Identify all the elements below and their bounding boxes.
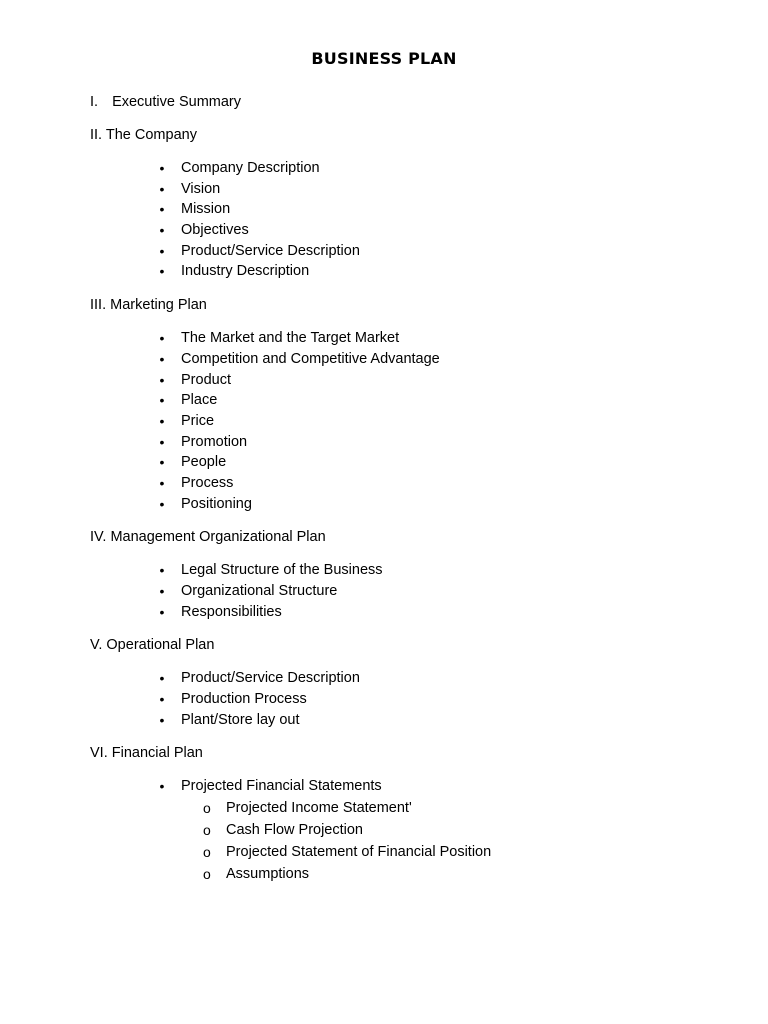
list-item-text: Mission [181,201,231,218]
list-item [90,560,730,581]
bullet-icon: • [159,711,165,728]
list-item-text: Competition and Competitive Advantage [181,350,440,367]
section-numeral: V. [90,637,103,654]
list-item [90,668,730,689]
list-item [90,689,730,710]
list-item-text: Legal Structure of the Business [181,562,383,579]
section-numeral: VI. [90,745,108,762]
bullet-icon: • [159,350,165,367]
bullet-icon: • [159,180,165,197]
bullet-icon: • [159,583,165,599]
bullet-list [90,158,730,282]
section-heading [90,92,730,112]
business-plan-outline [90,92,730,898]
sub-bullet-list [90,797,730,885]
section-numeral: IV. [90,529,107,546]
bullet-icon: • [159,778,165,795]
bullet-icon: • [159,670,165,687]
list-item-text: Objectives [181,222,249,239]
list-item-text: Promotion [181,433,248,450]
sub-list-item-text: Projected Income Statement' [226,800,412,817]
list-item [90,220,730,241]
section-heading-text: Marketing Plan [110,297,207,314]
list-item [90,370,730,391]
list-item-text: Projected Financial Statements [181,778,382,795]
list-item [90,473,730,494]
list-item-text: Place [181,392,218,409]
list-item-text: Organizational Structure [181,583,338,599]
bullet-icon: • [159,330,165,347]
bullet-icon: • [159,562,165,579]
sub-list-item [90,863,730,885]
hollow-bullet-icon: o [203,800,211,817]
section-heading-text: Operational Plan [106,637,215,654]
list-item-text: The Market and the Target Market [181,330,400,347]
list-item-text: Plant/Store lay out [181,711,300,728]
section-heading [90,295,730,315]
list-item [90,602,730,623]
list-item [90,261,730,282]
sub-list-item [90,841,730,863]
list-item [90,411,730,432]
list-item [90,432,730,453]
list-item-text: Industry Description [181,263,310,280]
section-numeral: III. [90,297,107,314]
sub-list-item-text: Assumptions [226,866,310,883]
list-item [90,158,730,179]
list-item-text: Price [181,412,215,429]
list-item-text: Positioning [181,495,252,512]
bullet-icon: • [159,201,165,218]
list-item-text: People [181,454,227,471]
sub-list-item [90,819,730,841]
list-item-text: Product [181,371,231,388]
list-item [90,776,730,797]
bullet-list [90,668,730,730]
list-item [90,328,730,349]
list-item [90,241,730,262]
hollow-bullet-icon: o [203,866,211,883]
bullet-icon: • [159,263,165,280]
list-item-text: Product/Service Description [181,670,360,687]
bullet-icon: • [159,222,165,239]
section-heading-text: Management Organizational Plan [110,529,326,546]
sub-list-item-text: Cash Flow Projection [226,822,363,839]
list-item [90,494,730,515]
section-heading [90,125,730,145]
section-numeral: II. [90,127,103,143]
document-title: BUSINESS PLAN [311,49,457,68]
list-item-text: Responsibilities [181,603,282,620]
bullet-icon: • [159,495,165,512]
sub-list-item-text: Projected Statement of Financial Position [226,844,492,861]
hollow-bullet-icon: o [203,844,211,861]
list-item [90,452,730,473]
outline-section [90,527,730,622]
section-heading-text: Financial Plan [111,745,203,762]
bullet-icon: • [159,454,165,471]
outline-section [90,295,730,514]
bullet-icon: • [159,242,165,259]
list-item-text: Vision [181,180,221,197]
bullet-list [90,776,730,885]
section-heading-text: Executive Summary [112,94,241,110]
outline-section [90,635,730,730]
outline-section [90,92,730,112]
section-heading-text: The Company [105,127,197,143]
section-heading [90,635,730,655]
section-heading [90,527,730,547]
sub-list-item [90,797,730,819]
list-item [90,581,730,602]
list-item-text: Product/Service Description [181,242,360,259]
list-item-text: Company Description [181,160,320,176]
outline-section [90,125,730,282]
hollow-bullet-icon: o [203,822,211,839]
bullet-icon: • [159,392,165,409]
list-item [90,710,730,731]
bullet-icon: • [159,474,165,491]
outline-section [90,743,730,885]
section-numeral: I. [90,94,99,110]
list-item-text: Production Process [181,691,307,708]
bullet-icon: • [159,433,165,450]
list-item [90,390,730,411]
bullet-icon: • [159,371,165,388]
bullet-icon: • [159,691,165,708]
list-item-text: Process [181,474,234,491]
bullet-icon: • [159,160,165,176]
bullet-list [90,560,730,622]
bullet-list [90,328,730,514]
list-item [90,349,730,370]
list-item [90,199,730,220]
bullet-icon: • [159,412,165,429]
section-heading [90,743,730,763]
bullet-icon: • [159,603,165,620]
list-item [90,179,730,200]
